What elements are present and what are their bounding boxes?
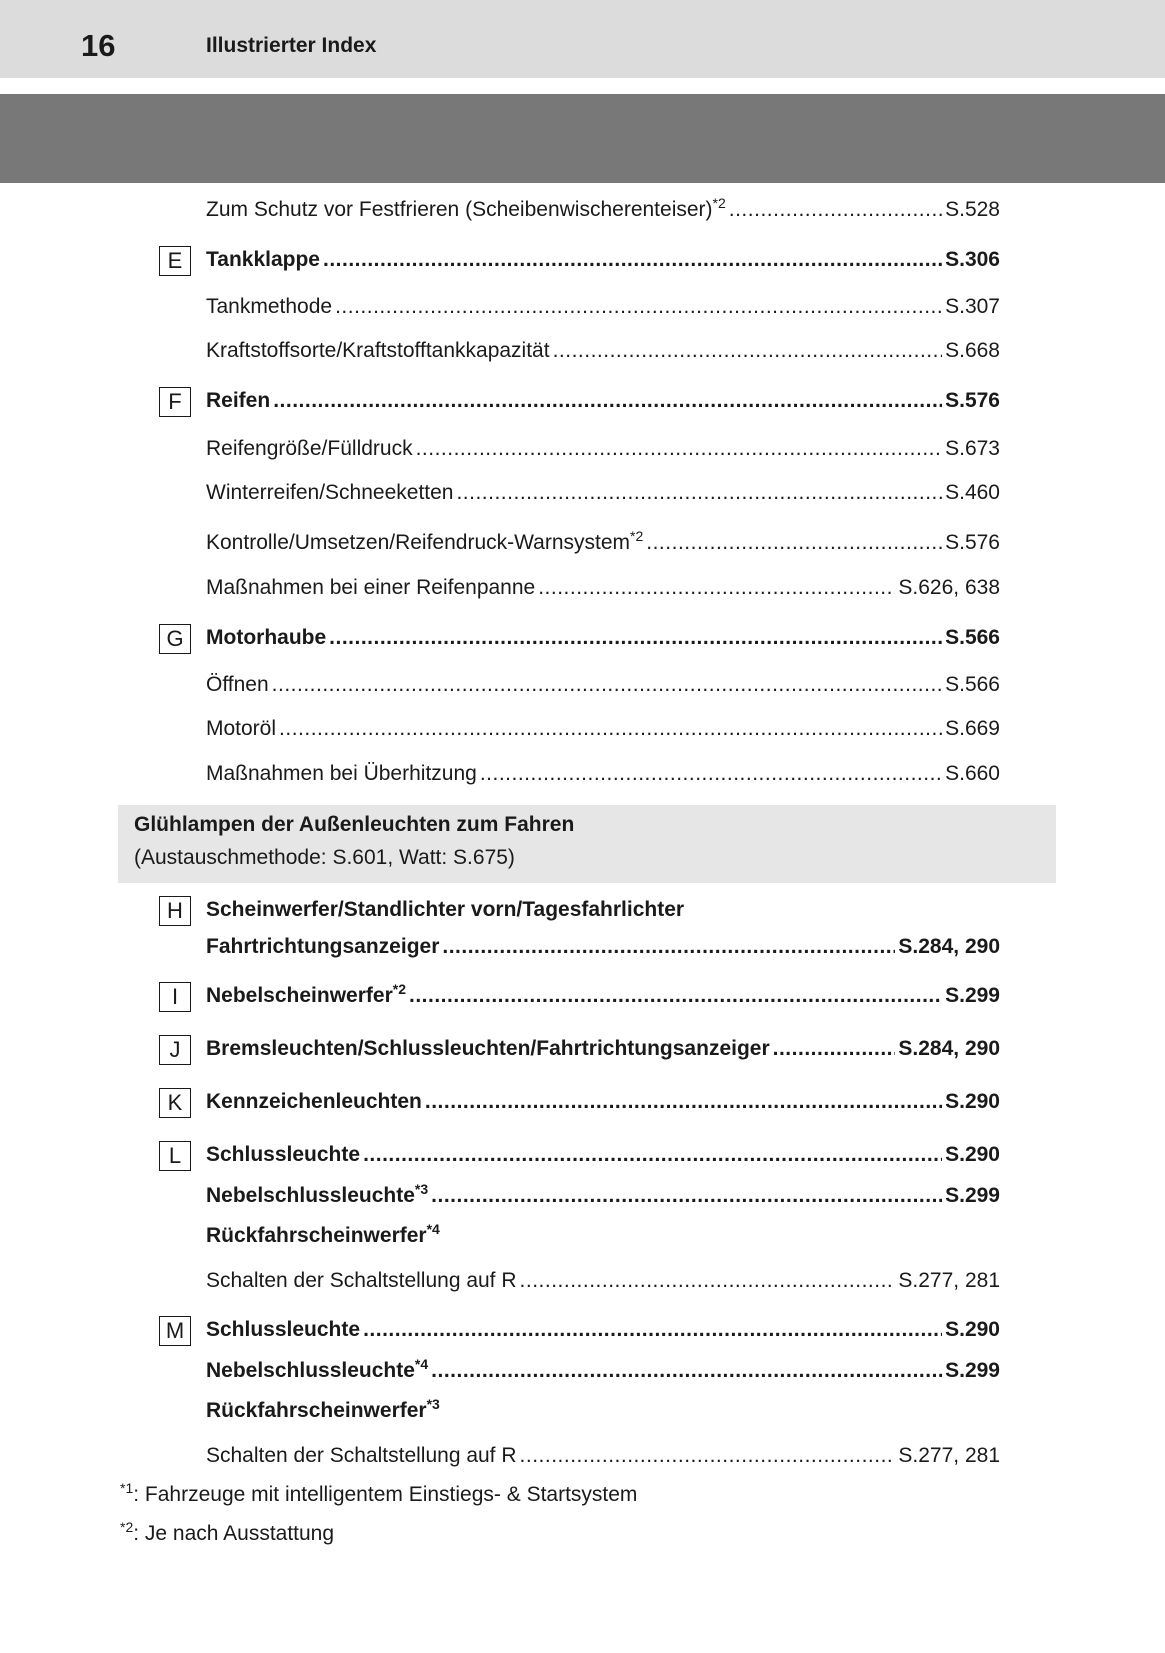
entry-label: Kennzeichenleuchten: [206, 1090, 422, 1113]
leader-dots: [773, 1036, 896, 1062]
lamp-entry-nebelscheinwerfer: [206, 983, 1000, 1009]
page-reference: S.290: [945, 1318, 1000, 1341]
leader-dots: [272, 672, 942, 698]
page-reference: S.626, 638: [898, 576, 1000, 599]
lamp-entry-schlussleuchte: [206, 1142, 1000, 1168]
index-entry-kraftstoff: [206, 338, 1000, 364]
leader-dots: [416, 436, 943, 462]
index-entry-reifengroesse: [206, 436, 1000, 462]
leader-dots: [409, 983, 942, 1009]
footnote-mark: *3: [426, 1396, 440, 1412]
index-entry-reifenpanne: [206, 575, 1000, 601]
callout-letter-h: H: [159, 896, 191, 926]
entry-label: Motorhaube: [206, 626, 327, 649]
page-reference: S.460: [945, 481, 1000, 504]
entry-label: Reifen: [206, 389, 271, 412]
lamp-entry-bremsleuchten: [206, 1036, 1000, 1062]
index-entry-scheibenwischerenteiser: [206, 197, 1000, 223]
entry-label: Tankklappe: [206, 248, 320, 271]
footnote-mark: *4: [426, 1221, 440, 1237]
entry-label: Nebelscheinwerfer: [206, 984, 393, 1007]
entry-label: Zum Schutz vor Festfrieren (Scheibenwischerenteiser): [206, 198, 713, 221]
page-reference: S.299: [945, 1184, 1000, 1207]
index-entry-tankmethode: [206, 294, 1000, 320]
footnote-text: : Je nach Ausstattung: [133, 1522, 335, 1545]
leader-dots: [425, 1089, 942, 1115]
page-reference: S.576: [945, 531, 1000, 554]
entry-label: Winterreifen/Schneeketten: [206, 481, 454, 504]
entry-label: Rückfahrscheinwerfer: [206, 1224, 427, 1247]
index-entry-reifendruck: [206, 530, 1000, 556]
callout-letter-j: J: [159, 1035, 191, 1065]
callout-letter-l: L: [159, 1141, 191, 1171]
lamp-entry-scheinwerfer: Scheinwerfer/Standlichter vorn/Tagesfahrlichter: [206, 898, 685, 921]
leader-dots: [329, 625, 942, 651]
entry-label: Schalten der Schaltstellung auf R: [206, 1444, 517, 1467]
leader-dots: [520, 1443, 896, 1469]
lamp-entry-nebelschlussleuchte: [206, 1358, 1000, 1384]
leader-dots: [553, 338, 943, 364]
leader-dots: [538, 575, 895, 601]
callout-letter-m: M: [159, 1316, 191, 1346]
index-entry-reifen: [206, 388, 1000, 414]
leader-dots: [273, 388, 942, 414]
page-reference: S.673: [945, 437, 1000, 460]
page-reference: S.284, 290: [898, 935, 1000, 958]
leader-dots: [520, 1268, 896, 1294]
footnote-mark: *2: [392, 981, 406, 997]
entry-label: Fahrtrichtungsanzeiger: [206, 935, 440, 958]
leader-dots: [456, 480, 942, 506]
entry-label: Motoröl: [206, 717, 277, 740]
entry-label: Kraftstoffsorte/Kraftstofftankkapazität: [206, 339, 550, 362]
leader-dots: [279, 716, 942, 742]
section-title: Illustrierter Index: [206, 34, 377, 57]
callout-letter-i: I: [159, 982, 191, 1012]
index-entry-motorhaube: [206, 625, 1000, 651]
lamp-entry-schlussleuchte: [206, 1317, 1000, 1343]
page-reference: S.284, 290: [898, 1037, 1000, 1060]
page-reference: S.290: [945, 1090, 1000, 1113]
entry-label: Maßnahmen bei Überhitzung: [206, 762, 477, 785]
leader-dots: [646, 530, 942, 556]
callout-letter-k: K: [159, 1088, 191, 1118]
lamp-info-subtitle: (Austauschmethode: S.601, Watt: S.675): [134, 846, 515, 869]
page-reference: S.299: [945, 1359, 1000, 1382]
leader-dots: [363, 1142, 942, 1168]
index-entry-motoroel: [206, 716, 1000, 742]
footnote-mark: *1: [120, 1480, 134, 1496]
page-reference: S.576: [945, 389, 1000, 412]
lamp-entry-fahrtrichtungsanzeiger: [206, 934, 1000, 960]
footnote-mark: *3: [414, 1181, 429, 1197]
page-reference: S.277, 281: [898, 1269, 1000, 1292]
page-reference: S.660: [945, 762, 1000, 785]
leader-dots: [335, 294, 942, 320]
callout-letter-g: G: [159, 624, 191, 654]
leader-dots: [729, 197, 942, 223]
footnote-mark: *4: [414, 1356, 429, 1372]
index-entry-tankklappe: [206, 247, 1000, 273]
footnote-text: : Fahrzeuge mit intelligentem Einstiegs- & Startsystem: [133, 1483, 638, 1506]
entry-label: Schlussleuchte: [206, 1318, 361, 1341]
page-reference: S.306: [945, 248, 1000, 271]
leader-dots: [442, 934, 895, 960]
page-reference: S.566: [945, 626, 1000, 649]
entry-label: Nebelschlussleuchte: [206, 1184, 415, 1207]
lamp-entry-schaltstellung: [206, 1443, 1000, 1469]
footnote: [120, 1521, 334, 1547]
footnote-mark: *2: [120, 1519, 134, 1535]
entry-label: Kontrolle/Umsetzen/Reifendruck-Warnsystem: [206, 531, 631, 554]
page-reference: S.299: [945, 984, 1000, 1007]
page-reference: S.307: [945, 295, 1000, 318]
entry-label: Rückfahrscheinwerfer: [206, 1399, 427, 1422]
callout-letter-e: E: [159, 246, 191, 276]
lamp-entry-rueckfahrscheinwerfer: [206, 1223, 440, 1249]
image-placeholder-band: [0, 94, 1165, 183]
entry-label: Öffnen: [206, 673, 269, 696]
page-reference: S.668: [945, 339, 1000, 362]
callout-letter-f: F: [159, 387, 191, 417]
index-entry-ueberhitzung: [206, 761, 1000, 787]
lamp-info-title: Glühlampen der Außenleuchten zum Fahren: [134, 813, 575, 836]
index-entry-winterreifen: [206, 480, 1000, 506]
lamp-entry-kennzeichenleuchten: [206, 1089, 1000, 1115]
entry-label: Schlussleuchte: [206, 1143, 361, 1166]
entry-label: Tankmethode: [206, 295, 333, 318]
footnote: [120, 1482, 637, 1508]
entry-label: Bremsleuchten/Schlussleuchten/Fahrtrichtungsanzeiger: [206, 1037, 770, 1060]
leader-dots: [431, 1358, 942, 1384]
entry-label: Maßnahmen bei einer Reifenpanne: [206, 576, 536, 599]
leader-dots: [431, 1183, 942, 1209]
lamp-entry-schaltstellung: [206, 1268, 1000, 1294]
page-reference: S.290: [945, 1143, 1000, 1166]
page-reference: S.277, 281: [898, 1444, 1000, 1467]
entry-label: Reifengröße/Fülldruck: [206, 437, 413, 460]
entry-label: Schalten der Schaltstellung auf R: [206, 1269, 517, 1292]
leader-dots: [363, 1317, 942, 1343]
page-reference: S.566: [945, 673, 1000, 696]
footnote-mark: *2: [630, 528, 644, 544]
page-reference: S.669: [945, 717, 1000, 740]
leader-dots: [323, 247, 942, 273]
leader-dots: [480, 761, 942, 787]
entry-label: Nebelschlussleuchte: [206, 1359, 415, 1382]
index-entry-oeffnen: [206, 672, 1000, 698]
page-reference: S.528: [945, 198, 1000, 221]
footnote-mark: *2: [712, 195, 726, 211]
lamp-entry-rueckfahrscheinwerfer: [206, 1398, 440, 1424]
page-header: [0, 0, 1165, 78]
lamp-entry-nebelschlussleuchte: [206, 1183, 1000, 1209]
page-number: 16: [81, 28, 116, 63]
